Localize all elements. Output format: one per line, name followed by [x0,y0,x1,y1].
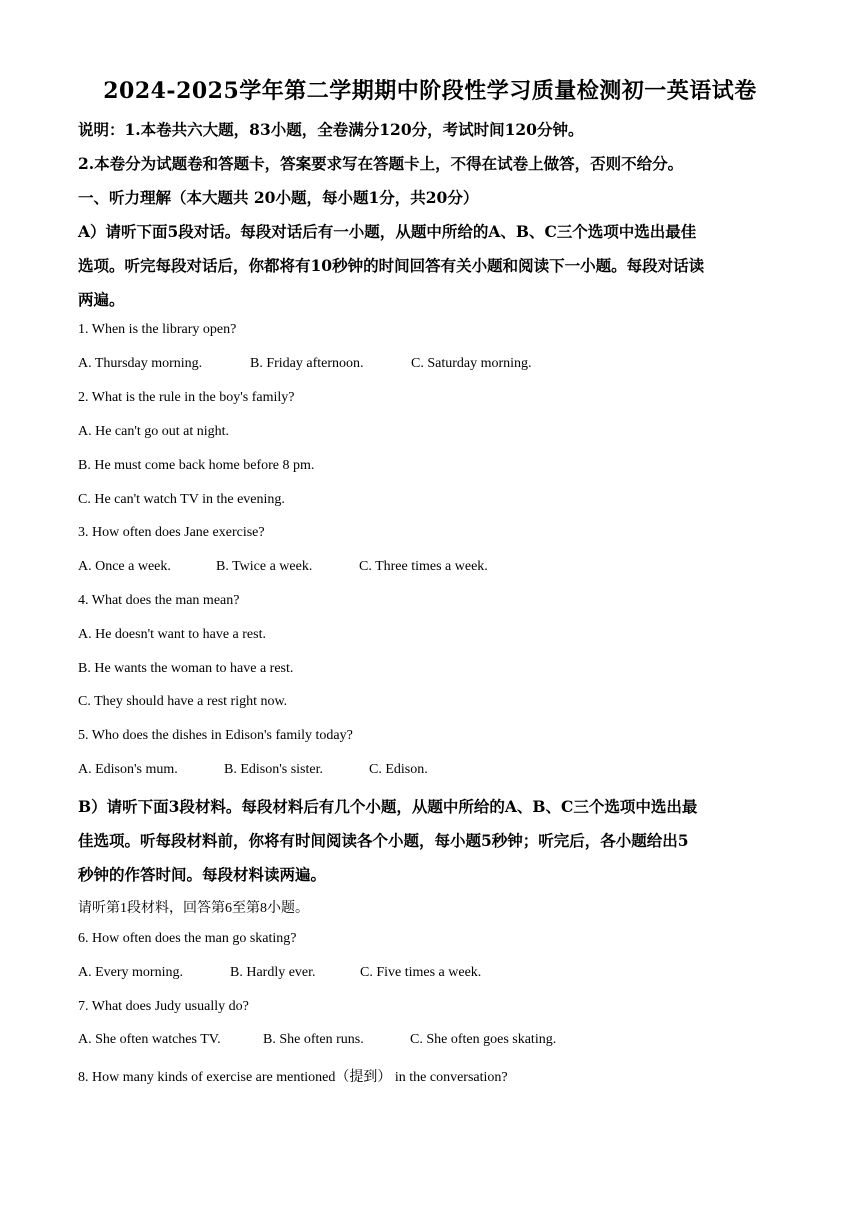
option-a: A. He doesn't want to have a rest. [78,627,266,642]
section-heading: 一、听力理解（本大题共 20小题，每小题1分，共20分） [78,188,479,207]
question-stem: 3. How often does Jane exercise? [78,525,265,540]
option-c: C. Edison. [369,762,428,777]
option-a: A. Once a week. [78,559,171,574]
part-a-line-1: A）请听下面5段对话。每段对话后有一小题，从题中所给的A、B、C三个选项中选出最佳 [78,222,697,241]
instruction-line-1: 说明：1.本卷共六大题，83小题，全卷满分120分，考试时间120分钟。 [78,120,584,139]
question-stem: 1. When is the library open? [78,322,237,337]
option-b: B. He wants the woman to have a rest. [78,661,294,676]
option-a: A. Every morning. [78,965,183,980]
option-c: C. Saturday morning. [411,356,532,371]
question-stem: 4. What does the man mean? [78,593,240,608]
option-b: B. Hardly ever. [230,965,316,980]
option-c: C. They should have a rest right now. [78,694,288,709]
instruction-line-2: 2.本卷分为试题卷和答题卡，答案要求写在答题卡上，不得在试卷上做答，否则不给分。 [78,154,684,173]
question-stem: 2. What is the rule in the boy's family? [78,390,295,405]
question-stem: 5. Who does the dishes in Edison's family today? [78,728,353,743]
question-stem: 8. How many kinds of exercise are mentioned（提到） in the conversation? [78,1070,508,1085]
part-b-line-1: B）请听下面3段材料。每段材料后有几个小题，从题中所给的A、B、C三个选项中选出最 [78,797,698,816]
option-b: B. Twice a week. [216,559,313,574]
option-c: C. She often goes skating. [410,1032,557,1047]
part-b-line-2: 佳选项。听每段材料前，你将有时间阅读各个小题，每小题5秒钟；听完后，各小题给出5 [78,831,689,850]
question-stem: 6. How often does the man go skating? [78,931,297,946]
part-b-line-3: 秒钟的作答时间。每段材料读两遍。 [78,865,327,884]
option-c: C. Three times a week. [359,559,488,574]
page-title: 2024-2025学年第二学期期中阶段性学习质量检测初一英语试卷 [103,78,757,104]
option-c: C. Five times a week. [360,965,482,980]
question-stem: 7. What does Judy usually do? [78,999,249,1014]
material-note: 请听第1段材料，回答第6至第8小题。 [78,901,309,916]
option-a: A. Edison's mum. [78,762,178,777]
option-a: A. Thursday morning. [78,356,203,371]
part-a-line-2: 选项。听完每段对话后，你都将有10秒钟的时间回答有关小题和阅读下一小题。每段对话读 [78,256,705,275]
option-a: A. She often watches TV. [78,1032,221,1047]
option-b: B. She often runs. [263,1032,364,1047]
option-c: C. He can't watch TV in the evening. [78,492,285,507]
option-a: A. He can't go out at night. [78,424,230,439]
option-b: B. He must come back home before 8 pm. [78,458,315,473]
option-b: B. Friday afternoon. [250,356,364,371]
part-a-line-3: 两遍。 [78,290,125,309]
option-b: B. Edison's sister. [224,762,323,777]
